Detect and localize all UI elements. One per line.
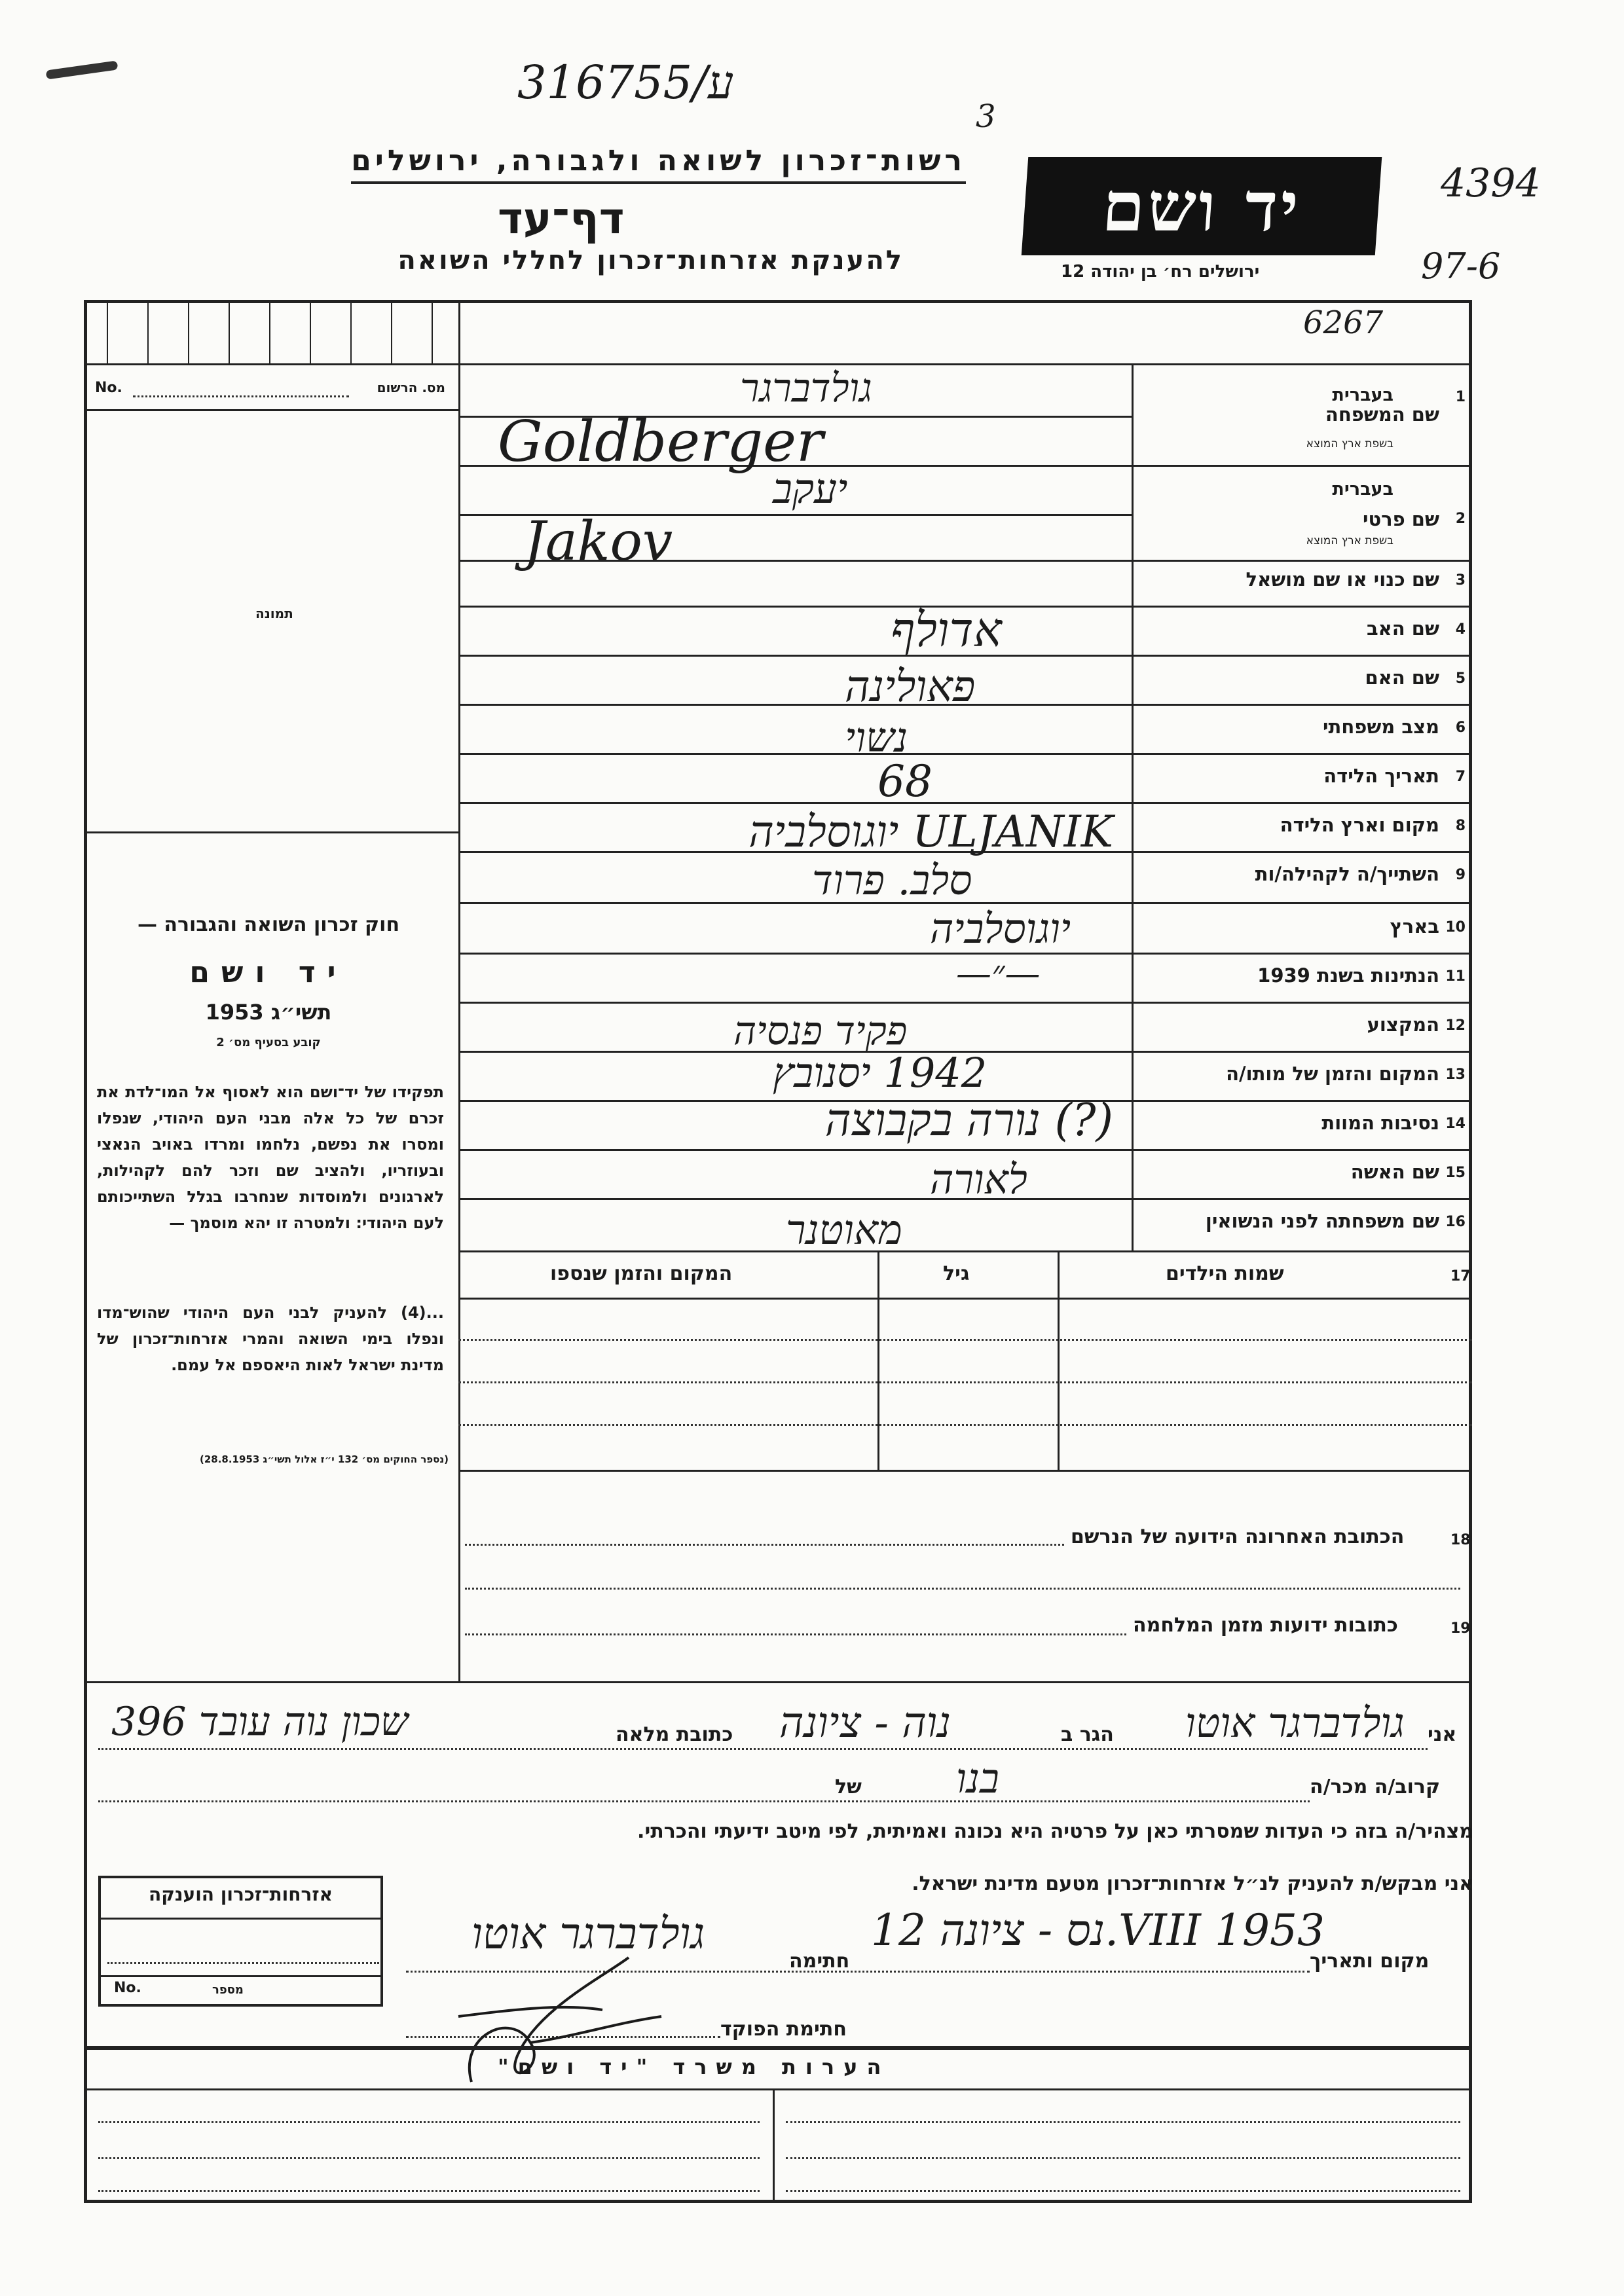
- citizenship-box: [98, 1876, 383, 2007]
- logo-text: יד ושם: [1099, 166, 1304, 247]
- field-marital-status: 6 מצב משפחתי: [1322, 716, 1466, 738]
- law-year: תשי״ג 1953: [205, 1000, 332, 1025]
- registration-number: [95, 380, 452, 396]
- reg-no-label: מס. הרשום: [377, 380, 445, 395]
- field-wife-maiden-name: 16 שם משפחתה לפני הנשואין: [1205, 1210, 1466, 1232]
- decl-of: של: [835, 1776, 862, 1798]
- field-mother-name: 5 שם האם: [1365, 666, 1466, 689]
- side-code: 97-6: [1421, 246, 1501, 287]
- field-birth-place: 8 מקום וארץ הלידה: [1280, 814, 1466, 836]
- law-title: חוק זכרון השואה והגבורה —: [137, 913, 400, 936]
- field-community: 9 השתייך/ה לקהילה/ות: [1255, 863, 1466, 885]
- side-number: 4394: [1441, 160, 1541, 206]
- value-death-place-time: 1942 יסנובץ: [773, 1049, 987, 1097]
- law-text-1: תפקידו של יד־ושם הוא לאסוף אל המו־לדת את זכרם של כל אלה מבני העם היהודי, שנפלו ומסרו את נפשם, נלחמו ומרדו באויב הנאצי ובעוזריו, ולהציב שם וזכר להם לקהילות, לארגונים ולמוסדות שנחרבו בגלל השתייכותם לעם היהודי: ולמטרה זו יהא מוסמך —: [97, 1083, 444, 1232]
- authority-name: רשות־זכרון לשואה ולגבורה, ירושלים: [351, 144, 966, 184]
- value-profession: פקיד פנסיה: [733, 1008, 908, 1054]
- decl-city: נוה - ציונה: [779, 1699, 951, 1747]
- decl-ani: אני: [1428, 1723, 1457, 1746]
- citizenship-box-no: No.: [114, 1980, 141, 1996]
- children-col-age: גיל: [943, 1262, 970, 1285]
- field-wife-name: 15 שם האשה: [1350, 1161, 1466, 1183]
- value-birth-place: ULJANIK יוגוסלביה: [748, 807, 1113, 857]
- reg-no-prefix: No.: [95, 380, 122, 396]
- decl-signature-label: חתימה: [789, 1950, 850, 1973]
- field-death-place-time: 13 המקום והזמן של מותו/ה: [1226, 1063, 1466, 1085]
- form-title: דף־עד: [498, 193, 625, 244]
- officer-signature-label: חתימת הפוקד: [720, 2018, 847, 2041]
- decl-place-date: נס - ציונה 12.VIII 1953: [871, 1905, 1325, 1956]
- photo-label: תמונה: [255, 606, 293, 621]
- address-18-num: 18: [1450, 1532, 1471, 1548]
- value-family-name-hebrew: גולדברגר: [740, 365, 872, 411]
- field-first-name: 2 שם פרטי בעברית בשפת ארץ המוצא: [1306, 479, 1466, 547]
- address-18-label: הכתובת האחרונה הידועה של הנרשם: [1071, 1525, 1405, 1548]
- children-num: 17: [1450, 1268, 1471, 1285]
- value-wife-name: לאורה: [930, 1156, 1027, 1203]
- children-col-names: שמות הילדים: [1166, 1262, 1284, 1285]
- field-country: 10 בארץ: [1390, 915, 1466, 938]
- value-mother-name: פאולינה: [845, 661, 976, 712]
- decl-relative-label: קרוב/ה מכר/ה: [1310, 1776, 1441, 1798]
- value-citizenship-1939: —״—: [956, 953, 1041, 994]
- decl-street: שכון נוה עובד 396: [111, 1699, 409, 1745]
- field-profession: 12 המקצוע: [1367, 1013, 1466, 1036]
- field-family-name: 1 שם המשפחה בעברית בשפת ארץ המוצא: [1306, 385, 1466, 450]
- field-birth-date: 7 תאריך הלידה: [1323, 765, 1466, 787]
- field-death-circumstances: 14 נסיבות המוות: [1321, 1112, 1466, 1134]
- law-footnote: (נספר החוקים מס׳ 132 י״ז אלול תשי״ג 28.8.1953): [199, 1453, 449, 1465]
- field-father-name: 4 שם האב: [1366, 617, 1466, 640]
- citizenship-box-number-label: מספר: [212, 1983, 244, 1997]
- law-name: יד ושם: [189, 956, 348, 989]
- value-death-circumstances: (?) נורה בקבוצה: [824, 1095, 1113, 1146]
- form-subtitle: להענקת אזרחות־זכרון לחללי השואה: [397, 246, 904, 276]
- law-text-2: ...(4) להעניק לבני העם היהודי שהוש־מדו ונפלו בימי השואה והמרי אזרחות־זכרון של מדינת ישראל לאות היאספם אל עמם.: [97, 1303, 444, 1374]
- decl-relation: בנו: [956, 1755, 999, 1802]
- value-marital-status: נשוי: [845, 714, 908, 761]
- decl-filler-name: גולדברגר אוטו: [1185, 1699, 1405, 1747]
- value-first-name-latin: Jakov: [524, 511, 673, 573]
- yad-vashem-logo: [1022, 157, 1382, 255]
- scan-blemish: [46, 60, 119, 79]
- sheet-number: 6267: [1303, 304, 1384, 341]
- field-citizenship-1939: 11 הנתינות בשנת 1939: [1257, 964, 1466, 987]
- value-first-name-hebrew: יעקב: [773, 465, 848, 513]
- value-birth-date: 68: [877, 756, 932, 807]
- remarks-title: הערות משרד "יד ושם": [498, 2054, 891, 2079]
- value-wife-maiden-name: מאוטנר: [786, 1206, 902, 1254]
- decl-resides-at: הגר ב: [1061, 1723, 1114, 1746]
- decl-statement: מצהיר/ה בזה כי העדות שמסרתי כאן על פרטיה היא נכונה ואמיתית, לפי מיטב ידיעתי והכרתי.: [637, 1820, 1473, 1843]
- citizenship-box-title: אזרחות־זכרון הוענקה: [149, 1884, 333, 1905]
- field-nickname: 3 שם כנוי או שם מושאל: [1246, 568, 1466, 591]
- decl-signature: גולדברגר אוטו: [471, 1908, 705, 1959]
- value-family-name-latin: Goldberger: [498, 409, 824, 475]
- decl-full-address-label: כתובת מלאה: [616, 1723, 733, 1746]
- value-father-name: אדולף: [891, 602, 1002, 657]
- address-19-num: 19: [1450, 1620, 1471, 1637]
- law-section: קובע בסעיף מס׳ 2: [216, 1036, 321, 1049]
- top-strip: [87, 303, 458, 363]
- value-community: סלב. פרוד: [812, 856, 972, 904]
- address-19-label: כתובות ידועות מזמן המלחמה: [1133, 1614, 1398, 1637]
- page-mark: 3: [976, 98, 996, 135]
- value-country: יוגוסלביה: [930, 905, 1071, 953]
- decl-place-date-label: מקום ותאריך: [1310, 1950, 1430, 1973]
- logo-address: ירושלים רח׳ בן יהודה 12: [1061, 262, 1260, 282]
- children-col-place: המקום והזמן שנספו: [550, 1262, 733, 1285]
- archive-number: 316755/ע: [517, 56, 734, 109]
- decl-request: אני מבקש/ת להעניק לנ״ל אזרחות־זכרון מטעם מדינת ישראל.: [912, 1872, 1473, 1895]
